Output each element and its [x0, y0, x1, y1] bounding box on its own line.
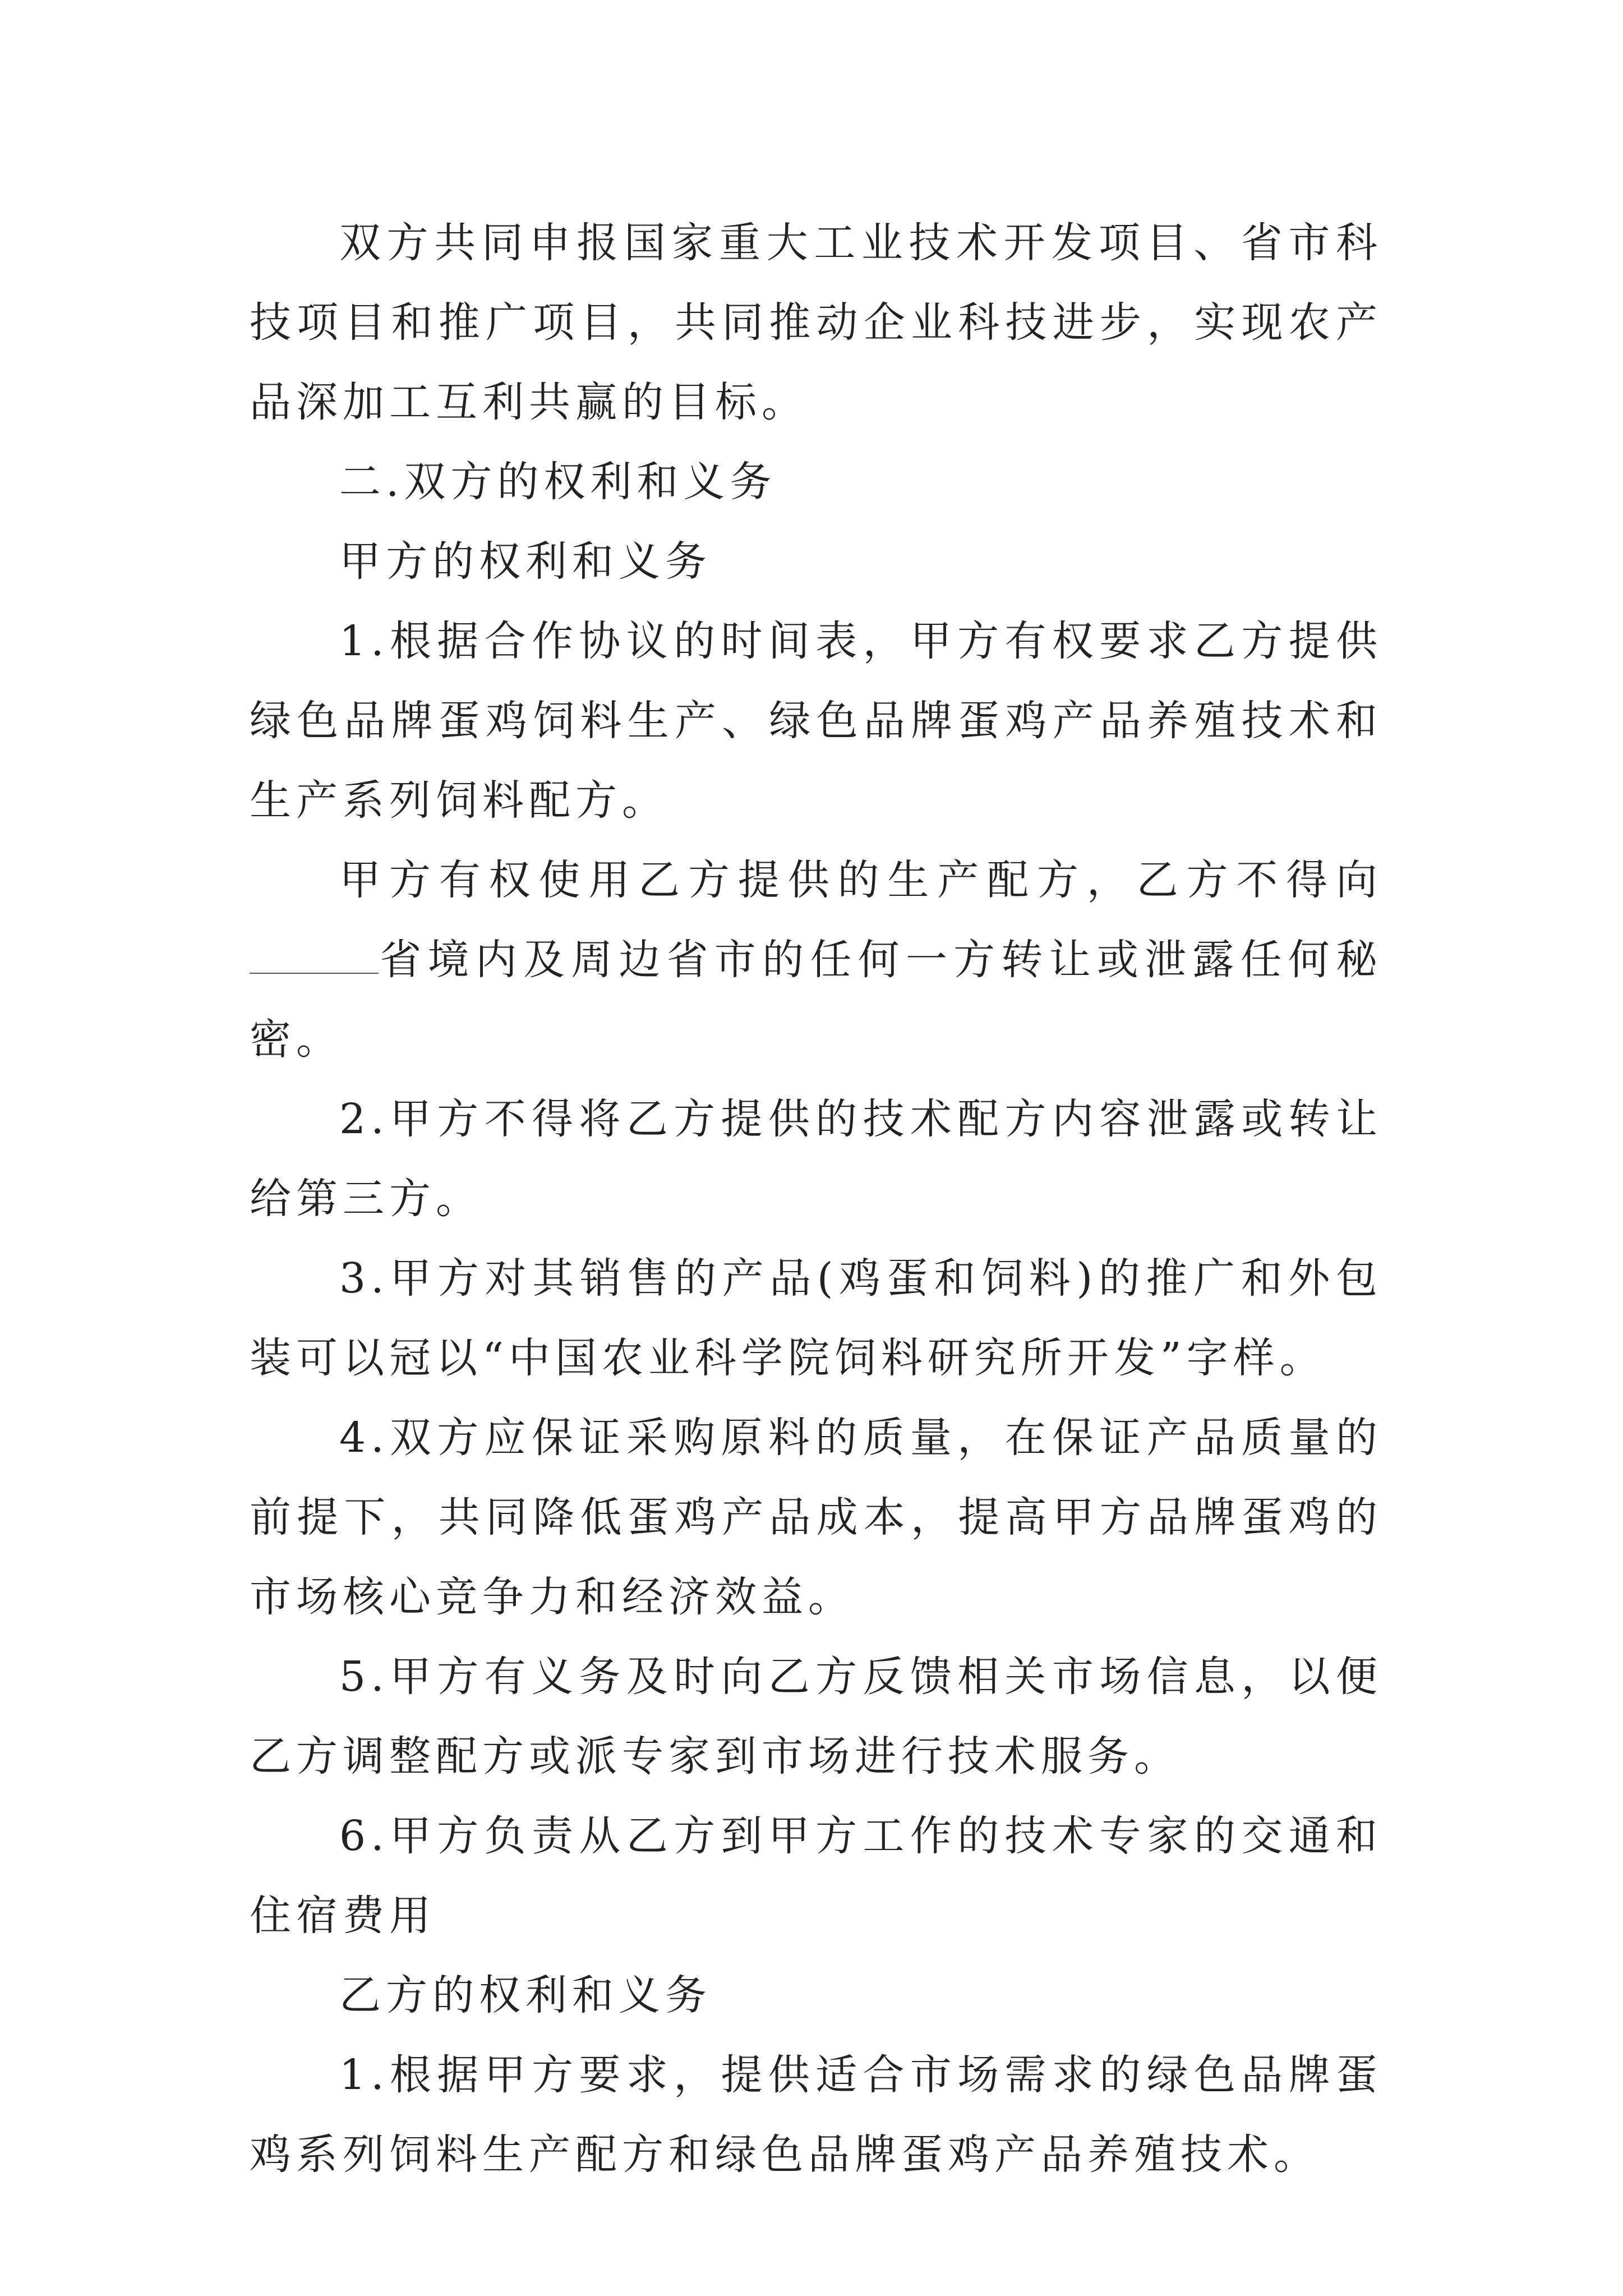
paragraph-party-a-item-6: 6.甲方负责从乙方到甲方工作的技术专家的交通和住宿费用	[250, 1812, 1382, 1940]
paragraph-party-a-item-2: 2.甲方不得将乙方提供的技术配方内容泄露或转让给第三方。	[250, 1095, 1382, 1223]
paragraph-party-a-item-1: 1.根据合作协议的时间表，甲方有权要求乙方提供绿色品牌蛋鸡饲料生产、绿色品牌蛋鸡产品养殖技术和生产系列饲料配方。	[250, 617, 1382, 825]
paragraph-party-a-formula-use	[250, 840, 1382, 1079]
paragraph-party-a-item-4: 4.双方应保证采购原料的质量，在保证产品质量的前提下，共同降低蛋鸡产品成本，提高甲方品牌蛋鸡的市场核心竞争力和经济效益。	[250, 1414, 1382, 1621]
subheading-party-a: 甲方的权利和义务	[339, 537, 712, 586]
formula-use-text: 甲方有权使用乙方提供的生产配方，乙方不得向	[339, 856, 1382, 904]
paragraph-party-a-item-3: 3.甲方对其销售的产品(鸡蛋和饲料)的推广和外包装可以冠以“中国农业科学院饲料研究所开发”字样。	[250, 1254, 1382, 1382]
formula-use-text-continued: 省境内及周边省市的任何一方转让或泄露任何秘密。	[250, 936, 1382, 1064]
document-body	[250, 203, 1382, 2194]
paragraph-joint-application: 双方共同申报国家重大工业技术开发项目、省市科技项目和推广项目，共同推动企业科技进步，实现农产品深加工互利共赢的目标。	[250, 219, 1382, 426]
subheading-party-b: 乙方的权利和义务	[339, 1971, 712, 2019]
province-blank-line	[250, 938, 379, 974]
paragraph-party-a-item-5: 5.甲方有义务及时向乙方反馈相关市场信息，以便乙方调整配方或派专家到市场进行技术服务。	[250, 1653, 1382, 1780]
paragraph-party-b-item-1: 1.根据甲方要求，提供适合市场需求的绿色品牌蛋鸡系列饲料生产配方和绿色品牌蛋鸡产品养殖技术。	[250, 2051, 1382, 2179]
section-heading-rights-obligations: 二.双方的权利和义务	[339, 458, 777, 506]
